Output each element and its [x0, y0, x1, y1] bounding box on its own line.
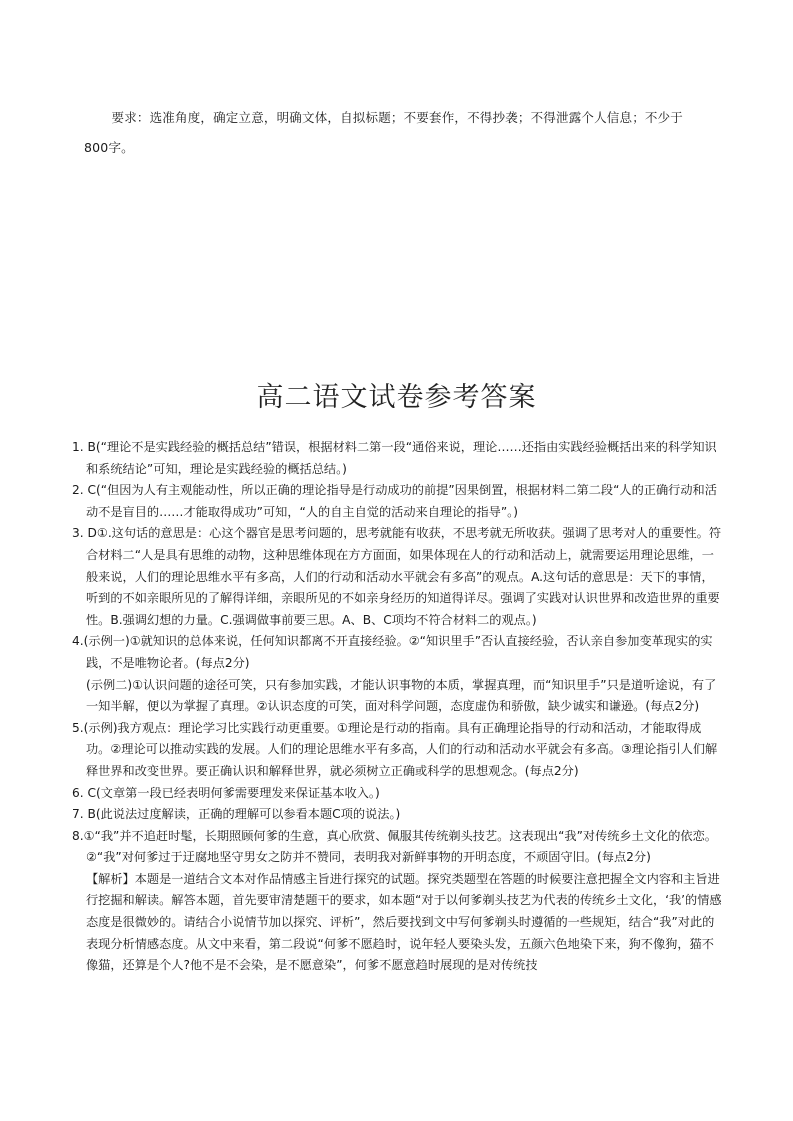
answer-item-3: 3. D①.这句话的意思是：心这个器官是思考问题的，思考就能有收获，不思考就无所收获。强调了思考对人的重要性。符合材料二“人是具有思维的动物，这种思维体现在方方面面，如果体现在人的行动和活动上，就需要运用理论思维，一般来说，人们的理论思维水平有多高，人们的行动和活动水平就会有多高”的观点。A.这句话的意思是：天下的事情，听到的不如亲眼所见的了解得详细，亲眼所见的不如亲身经历的知道得详尽。强调了实践对认识世界和改造世界的重要性。B.强调幻想的力量。C.强调做事前要三思。A、B、C项均不符合材料二的观点。) [72, 526, 722, 627]
essay-requirement [84, 104, 734, 162]
answer-item-1: 1. B(“理论不是实践经验的概括总结”错误，根据材料二第一段“通俗来说，理论……还指由实践经验概括出来的科学知识和系统结论”可知，理论是实践经验的概括总结。) [72, 440, 717, 476]
answer-list [72, 437, 724, 977]
answer-item-5: 5.(示例)我方观点：理论学习比实践行动更重要。①理论是行动的指南。具有正确理论指导的行动和活动，才能取得成功。②理论可以推动实践的发展。人们的理论思维水平有多高，人们的行动和活动水平就会有多高。③理论指引人们解释世界和改变世界。要正确认识和解释世界，就必须树立正确或科学的思想观念。(每点2分) [72, 720, 718, 778]
answer-8-analysis: 【解析】本题是一道结合文本对作品情感主旨进行探究的试题。探究类题型在答题的时候要注意把握全文内容和主旨进行挖掘和解读。解答本题，首先要审清楚题干的要求，如本题“对于以何爹剃头技艺为代表的传统乡土文化，‘我’的情感态度是很微妙的。请结合小说情节加以探究、评析”，然后要找到文中写何爹剃头时遵循的一些规矩，结合“我”对此的表现分析情感态度。从文中来看，第二段说“何爹不愿趋时，说年轻人要染头发，五颜六色地染下来，狗不像狗，猫不像猫，还算是个人?他不是不会染，是不愿意染”，何爹不愿意趋时展现的是对传统技 [86, 871, 722, 973]
answer-item-4: 4.(示例一)①就知识的总体来说，任何知识都离不开直接经验。②“知识里手”否认直接经验，否认亲自参加变革现实的实践，不是唯物论者。(每点2分) [72, 634, 713, 670]
answer-item-8: 8.①“我”并不追赶时髦，长期照顾何爹的生意，真心欣赏、佩服其传统剃头技艺。这表现出“我”对传统乡土文化的依恋。②“我”对何爹过于迂腐地坚守男女之防并不赞同，表明我对新鲜事物的开明态度，不顽固守旧。(每点2分) [72, 828, 717, 865]
requirement-line-2: 800字。 [84, 140, 134, 155]
answer-item-2: 2. C(“但因为人有主观能动性，所以正确的理论指导是行动成功的前提”因果倒置，根据材料二第二段“人的正确行动和活动不是盲目的……才能取得成功”可知，“人的自主自觉的活动来自理论的指导”。) [72, 483, 717, 519]
answer-item-4-example-2: (示例二)①认识问题的途径可笑，只有参加实践，才能认识事物的本质，掌握真理，而“知识里手”只是道听途说，有了一知半解，便以为掌握了真理。②认识态度的可笑，面对科学问题，态度虚伪和骄傲，缺少诚实和谦逊。(每点2分) [86, 677, 717, 714]
requirement-line-1: 要求：选准角度，确定立意，明确文体，自拟标题；不要套作，不得抄袭；不得泄露个人信息；不少于 [111, 110, 684, 125]
answer-item-7: 7. B(此说法过度解读，正确的理解可以参看本题C项的说法。) [72, 807, 401, 822]
answer-item-6: 6. C(文章第一段已经表明何爹需要理发来保证基本收入。) [72, 785, 380, 800]
page-title: 高二语文试卷参考答案 [256, 382, 537, 413]
